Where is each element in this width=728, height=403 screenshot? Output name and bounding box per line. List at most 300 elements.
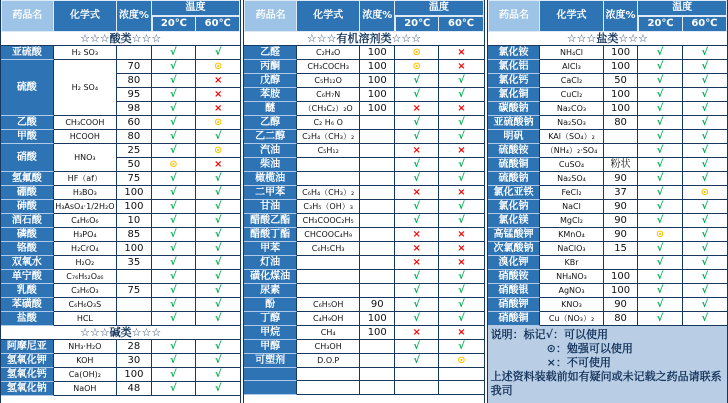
chemical-name-cell: 乙酸 (1, 116, 54, 130)
status-60c-cell: × (439, 60, 483, 74)
chemical-name-cell: 氯化铵 (488, 46, 541, 60)
status-20c-cell: √ (152, 354, 196, 368)
status-20c-cell: √ (152, 270, 196, 284)
organic-solvents-table-host (244, 0, 483, 395)
status-60c-cell: √ (439, 74, 483, 88)
chemical-name-cell: 甲苯 (244, 242, 297, 256)
status-60c-cell: √ (683, 158, 727, 172)
table-row (244, 270, 483, 284)
concentration-cell: 100 (117, 368, 152, 382)
status-20c-cell: × (395, 228, 439, 242)
concentration-cell (117, 46, 152, 60)
section-row (1, 32, 240, 46)
chemical-name-cell: 碳酸钠 (488, 102, 541, 116)
status-20c-cell: √ (152, 228, 196, 242)
formula-cell: Na₂SO₄ (540, 172, 603, 186)
concentration-cell: 90 (604, 228, 639, 242)
concentration-cell: 75 (117, 172, 152, 186)
formula-cell (297, 368, 360, 381)
concentration-cell: 100 (604, 102, 639, 116)
formula-cell (297, 284, 360, 298)
chemical-name-cell: 醚 (244, 102, 297, 116)
formula-cell: （NH₄）₂·SO₄ (540, 144, 603, 158)
formula-cell: NH₃·H₂O (54, 340, 117, 354)
concentration-cell (360, 116, 395, 130)
formula-cell (297, 381, 360, 394)
chemical-name-cell: 硫酸铜 (488, 158, 541, 172)
section-title: ☆☆☆酸类☆☆☆ (1, 32, 240, 46)
status-20c-cell (395, 381, 439, 394)
status-20c-cell: √ (638, 116, 682, 130)
status-60c-cell: √ (683, 60, 727, 74)
chemical-name-cell: 尿素 (244, 284, 297, 298)
formula-cell: H₃AsO₄·1/2H₂O (54, 200, 117, 214)
chemical-name-cell: 柴油 (244, 158, 297, 172)
status-60c-cell: √ (439, 116, 483, 130)
concentration-cell: 25 (117, 144, 152, 158)
table-row (1, 382, 240, 396)
concentration-cell: 35 (117, 256, 152, 270)
status-20c-cell: √ (638, 214, 682, 228)
chemical-name-cell: 乙醇 (244, 116, 297, 130)
status-60c-cell: √ (683, 228, 727, 242)
table-row (488, 242, 727, 256)
status-60c-cell: √ (683, 200, 727, 214)
status-60c-cell: ⊙ (439, 354, 483, 368)
status-20c-cell: √ (395, 284, 439, 298)
table-row (1, 60, 240, 74)
formula-cell: HCOOH (54, 130, 117, 144)
header-temperature: 温度 (638, 0, 727, 16)
status-60c-cell: √ (196, 214, 240, 228)
formula-cell (297, 172, 360, 186)
status-60c-cell: √ (196, 382, 240, 396)
chemical-name-cell: 盐酸 (1, 312, 54, 326)
chemical-name-cell: 硝酸铵 (488, 270, 541, 284)
table-row (244, 60, 483, 74)
table-row (1, 256, 240, 270)
status-60c-cell: √ (439, 200, 483, 214)
concentration-cell: 100 (360, 88, 395, 102)
chemical-name-cell: 硝酸钾 (488, 298, 541, 312)
concentration-cell: 50 (604, 74, 639, 88)
formula-cell: C₆H₆O₃S (54, 298, 117, 312)
table-row (488, 270, 727, 284)
chemical-name-cell: 氯化镁 (488, 214, 541, 228)
status-20c-cell: √ (395, 298, 439, 312)
chemical-name-cell: 汽油 (244, 144, 297, 158)
formula-cell: H₂CrO₄ (54, 242, 117, 256)
status-20c-cell: √ (638, 144, 682, 158)
status-20c-cell: √ (395, 116, 439, 130)
table-row (244, 242, 483, 256)
formula-cell: D.O.P (297, 354, 360, 368)
concentration-cell: 60 (117, 116, 152, 130)
status-20c-cell: √ (638, 270, 682, 284)
concentration-cell: 50 (117, 158, 152, 172)
chemical-name-cell: 硫酸钠 (488, 172, 541, 186)
panel-acids-alkalis (0, 0, 241, 403)
status-60c-cell: √ (196, 186, 240, 200)
status-20c-cell: √ (638, 158, 682, 172)
formula-cell (297, 256, 360, 270)
concentration-cell: 90 (604, 200, 639, 214)
chemical-name-cell: 高锰酸钾 (488, 228, 541, 242)
status-60c-cell: √ (683, 144, 727, 158)
formula-cell: C₆H₅OH (297, 298, 360, 312)
status-60c-cell: √ (683, 256, 727, 270)
chemical-name-cell: 酚 (244, 298, 297, 312)
salts-table-host (488, 0, 727, 326)
header-20c: 20℃ (152, 16, 196, 32)
formula-cell: C₃H₆O₃ (54, 284, 117, 298)
table-row (488, 102, 727, 116)
status-20c-cell: ⊙ (152, 158, 196, 172)
formula-cell: AlCl₃ (540, 60, 603, 74)
formula-cell: KBr (540, 256, 603, 270)
formula-cell: C₂ H₆ O (297, 116, 360, 130)
concentration-cell (360, 340, 395, 354)
concentration-cell (360, 200, 395, 214)
panel-salts (487, 0, 728, 403)
concentration-cell (360, 144, 395, 158)
status-20c-cell: √ (152, 214, 196, 228)
legend-line-usable: 说明：标记√：可以使用 (490, 328, 608, 341)
formula-cell: C₆H₇N (297, 88, 360, 102)
table-row (488, 60, 727, 74)
formula-cell: CaCl₂ (540, 74, 603, 88)
concentration-cell (360, 354, 395, 368)
status-60c-cell: √ (683, 116, 727, 130)
concentration-cell: 48 (117, 382, 152, 396)
status-20c-cell: √ (638, 298, 682, 312)
concentration-cell (117, 270, 152, 284)
table-row (488, 158, 727, 172)
formula-cell: Cu（NO₃）₂ (540, 312, 603, 326)
table-row (488, 312, 727, 326)
header-chemical-name: 药品名 (1, 0, 54, 32)
chemical-name-cell: 戊醇 (244, 74, 297, 88)
status-60c-cell: × (439, 228, 483, 242)
concentration-cell (360, 228, 395, 242)
status-20c-cell: √ (395, 214, 439, 228)
table-row (244, 381, 483, 394)
concentration-cell: 100 (604, 46, 639, 60)
concentration-cell (117, 312, 152, 326)
status-20c-cell: √ (638, 102, 682, 116)
chemical-name-cell: 可塑剂 (244, 354, 297, 368)
formula-cell: NH₄Cl (540, 46, 603, 60)
table-row (488, 256, 727, 270)
header-temperature: 温度 (395, 0, 484, 16)
concentration-cell: 100 (604, 284, 639, 298)
header-formula: 化学式 (540, 0, 603, 32)
table-row (488, 214, 727, 228)
concentration-cell (360, 172, 395, 186)
status-60c-cell: √ (439, 270, 483, 284)
table-row (488, 186, 727, 200)
chemical-name-cell: 氢氧化钙 (1, 368, 54, 382)
table-row (244, 116, 483, 130)
formula-cell: H₃PO₄ (54, 228, 117, 242)
status-60c-cell: √ (683, 172, 727, 186)
status-60c-cell: √ (683, 270, 727, 284)
table-row (488, 172, 727, 186)
status-60c-cell: √ (683, 130, 727, 144)
concentration-cell (360, 284, 395, 298)
formula-cell: CHCOOC₄H₉ (297, 228, 360, 242)
status-60c-cell (439, 368, 483, 381)
table-row (488, 88, 727, 102)
status-20c-cell: ⊙ (395, 46, 439, 60)
chemical-name-cell: 硝酸 (1, 144, 54, 172)
chemical-name-cell: 苯胺 (244, 88, 297, 102)
table-row (488, 144, 727, 158)
formula-cell: CuSO₄ (540, 158, 603, 172)
status-60c-cell: × (196, 102, 240, 116)
table-row (488, 116, 727, 130)
compat-table (1, 0, 240, 396)
concentration-cell (360, 368, 395, 381)
status-20c-cell: × (395, 144, 439, 158)
chemical-name-cell: 磺化煤油 (244, 270, 297, 284)
concentration-cell: 70 (117, 60, 152, 74)
formula-cell: CH₃COCH₃ (297, 60, 360, 74)
status-20c-cell: √ (152, 298, 196, 312)
header-concentration: 浓度% (117, 0, 152, 32)
status-60c-cell: √ (439, 214, 483, 228)
concentration-cell (604, 130, 639, 144)
contact-note: 上述资料装载前如有疑问或未记载之药品请联系我司 (490, 370, 722, 397)
status-20c-cell: √ (638, 200, 682, 214)
chemical-name-cell: 苯磺酸 (1, 298, 54, 312)
status-20c-cell: √ (152, 242, 196, 256)
formula-cell: C₃H₅（OH）₃ (297, 200, 360, 214)
table-row (1, 270, 240, 284)
chemical-name-cell: 硫酸 (1, 60, 54, 116)
status-60c-cell: √ (196, 340, 240, 354)
concentration-cell (604, 256, 639, 270)
status-60c-cell: × (439, 242, 483, 256)
legend-note (488, 326, 727, 403)
status-20c-cell: √ (152, 102, 196, 116)
legend-line-barely-usable: ⊙：勉强可以使用 (546, 342, 633, 355)
concentration-cell: 37 (604, 186, 639, 200)
status-20c-cell: √ (395, 312, 439, 326)
status-20c-cell: ⊙ (395, 60, 439, 74)
table-row (1, 368, 240, 382)
formula-cell: NH₄NO₃ (540, 270, 603, 284)
status-20c-cell: √ (152, 284, 196, 298)
chemical-name-cell: 丁醇 (244, 312, 297, 326)
chemical-name-cell: 醋酸丁酯 (244, 228, 297, 242)
status-20c-cell: √ (638, 312, 682, 326)
status-60c-cell: √ (196, 228, 240, 242)
table-row (244, 368, 483, 381)
table-row (1, 130, 240, 144)
status-20c-cell: √ (638, 88, 682, 102)
chemical-name-cell: 甘油 (244, 200, 297, 214)
status-60c-cell: × (439, 186, 483, 200)
table-row (1, 340, 240, 354)
status-60c-cell: × (196, 74, 240, 88)
chemical-name-cell: 氯化铝 (488, 60, 541, 74)
table-row (244, 354, 483, 368)
chemical-name-cell: 醋酸乙酯 (244, 214, 297, 228)
chemical-name-cell: 丙酮 (244, 60, 297, 74)
table-row (244, 158, 483, 172)
concentration-cell: 100 (604, 270, 639, 284)
status-20c-cell: √ (152, 144, 196, 158)
formula-cell: KNO₃ (540, 298, 603, 312)
status-60c-cell: √ (683, 46, 727, 60)
status-20c-cell: √ (638, 186, 682, 200)
status-20c-cell: √ (152, 116, 196, 130)
status-20c-cell: √ (395, 200, 439, 214)
table-row (1, 144, 240, 158)
formula-cell (297, 158, 360, 172)
section-title: ☆☆☆有机溶剂类☆☆☆ (244, 32, 483, 46)
chemical-name-cell: 乙醛 (244, 46, 297, 60)
header-row (488, 0, 727, 16)
status-60c-cell: √ (439, 298, 483, 312)
table-row (1, 186, 240, 200)
concentration-cell (604, 144, 639, 158)
header-row (1, 0, 240, 16)
chemical-name-cell: 氢氧化钠 (1, 382, 54, 396)
status-60c-cell: √ (683, 102, 727, 116)
formula-cell: H₂O₂ (54, 256, 117, 270)
table-row (1, 284, 240, 298)
chemical-name-cell: 灯油 (244, 256, 297, 270)
formula-cell: C₄H₆O₆ (54, 214, 117, 228)
chemical-name-cell: 阿摩尼亚 (1, 340, 54, 354)
status-20c-cell: √ (152, 200, 196, 214)
status-60c-cell: × (439, 46, 483, 60)
chemical-name-cell: 溴化钾 (488, 256, 541, 270)
concentration-cell: 90 (604, 298, 639, 312)
table-row (244, 228, 483, 242)
chemical-name-cell: 硫酸铵 (488, 144, 541, 158)
formula-cell: Na₂CO₃ (540, 102, 603, 116)
status-20c-cell: √ (638, 284, 682, 298)
status-60c-cell: √ (439, 172, 483, 186)
status-60c-cell: ⊙ (196, 144, 240, 158)
status-60c-cell: √ (196, 270, 240, 284)
concentration-cell: 90 (360, 298, 395, 312)
formula-cell: KAl（SO₄）₂ (540, 130, 603, 144)
table-row (1, 298, 240, 312)
status-60c-cell: √ (439, 284, 483, 298)
concentration-cell: 100 (360, 46, 395, 60)
table-row (1, 116, 240, 130)
header-row (244, 0, 483, 16)
table-row (244, 340, 483, 354)
status-60c-cell: √ (439, 130, 483, 144)
status-60c-cell: √ (196, 46, 240, 60)
header-concentration: 浓度% (604, 0, 639, 32)
table-row (1, 200, 240, 214)
status-60c-cell: √ (196, 298, 240, 312)
status-20c-cell: √ (152, 340, 196, 354)
chemical-name-cell: 亚硫酸 (1, 46, 54, 60)
status-20c-cell: √ (638, 172, 682, 186)
formula-cell: MgCl₂ (540, 214, 603, 228)
table-row (1, 354, 240, 368)
chemical-name-cell: 甲烷 (244, 326, 297, 340)
header-formula: 化学式 (297, 0, 360, 32)
status-60c-cell: √ (683, 214, 727, 228)
acids-alkalis-table-host (1, 0, 240, 396)
concentration-cell: 80 (117, 130, 152, 144)
table-row (1, 228, 240, 242)
table-row (488, 200, 727, 214)
chemical-name-cell: 氢氟酸 (1, 172, 54, 186)
concentration-cell: 80 (604, 312, 639, 326)
concentration-cell: 100 (360, 326, 395, 340)
concentration-cell: 粉状 (604, 158, 639, 172)
status-60c-cell: ⊙ (683, 186, 727, 200)
concentration-cell (360, 270, 395, 284)
formula-cell: KOH (54, 354, 117, 368)
status-20c-cell: √ (638, 74, 682, 88)
table-row (244, 102, 483, 116)
concentration-cell: 100 (604, 60, 639, 74)
status-20c-cell: √ (152, 368, 196, 382)
formula-cell: CH₃COOC₂H₅ (297, 214, 360, 228)
formula-cell: H₃BO₃ (54, 186, 117, 200)
header-chemical-name: 药品名 (244, 0, 297, 32)
concentration-cell: 28 (117, 340, 152, 354)
status-20c-cell: √ (395, 74, 439, 88)
formula-cell: C₇₆H₅₂O₄₆ (54, 270, 117, 284)
chemical-name-cell: 氯化亚铁 (488, 186, 541, 200)
concentration-cell: 95 (117, 88, 152, 102)
section-row (488, 32, 727, 46)
status-60c-cell: √ (196, 256, 240, 270)
chemical-name-cell: 氯化钠 (488, 200, 541, 214)
table-row (1, 214, 240, 228)
table-row (244, 298, 483, 312)
table-row (244, 200, 483, 214)
table-row (244, 88, 483, 102)
status-60c-cell: √ (683, 242, 727, 256)
formula-cell: C₅H₁₂ (297, 144, 360, 158)
status-20c-cell: × (395, 326, 439, 340)
status-20c-cell: √ (152, 312, 196, 326)
formula-cell: Na₂SO₃ (540, 116, 603, 130)
status-20c-cell: √ (395, 172, 439, 186)
status-60c-cell: √ (439, 88, 483, 102)
table-row (488, 74, 727, 88)
formula-cell: HNO₃ (54, 144, 117, 172)
table-row (1, 46, 240, 60)
status-60c-cell: × (439, 326, 483, 340)
compat-table (244, 0, 483, 395)
table-row (244, 130, 483, 144)
table-row (244, 74, 483, 88)
concentration-cell: 15 (604, 242, 639, 256)
table-row (488, 284, 727, 298)
status-20c-cell: √ (395, 158, 439, 172)
concentration-cell (360, 214, 395, 228)
status-20c-cell: √ (395, 354, 439, 368)
status-20c-cell: × (395, 242, 439, 256)
status-60c-cell (439, 381, 483, 394)
status-20c-cell: ⊙ (638, 228, 682, 242)
formula-cell: CH₄ (297, 326, 360, 340)
chemical-name-cell: 二甲苯 (244, 186, 297, 200)
